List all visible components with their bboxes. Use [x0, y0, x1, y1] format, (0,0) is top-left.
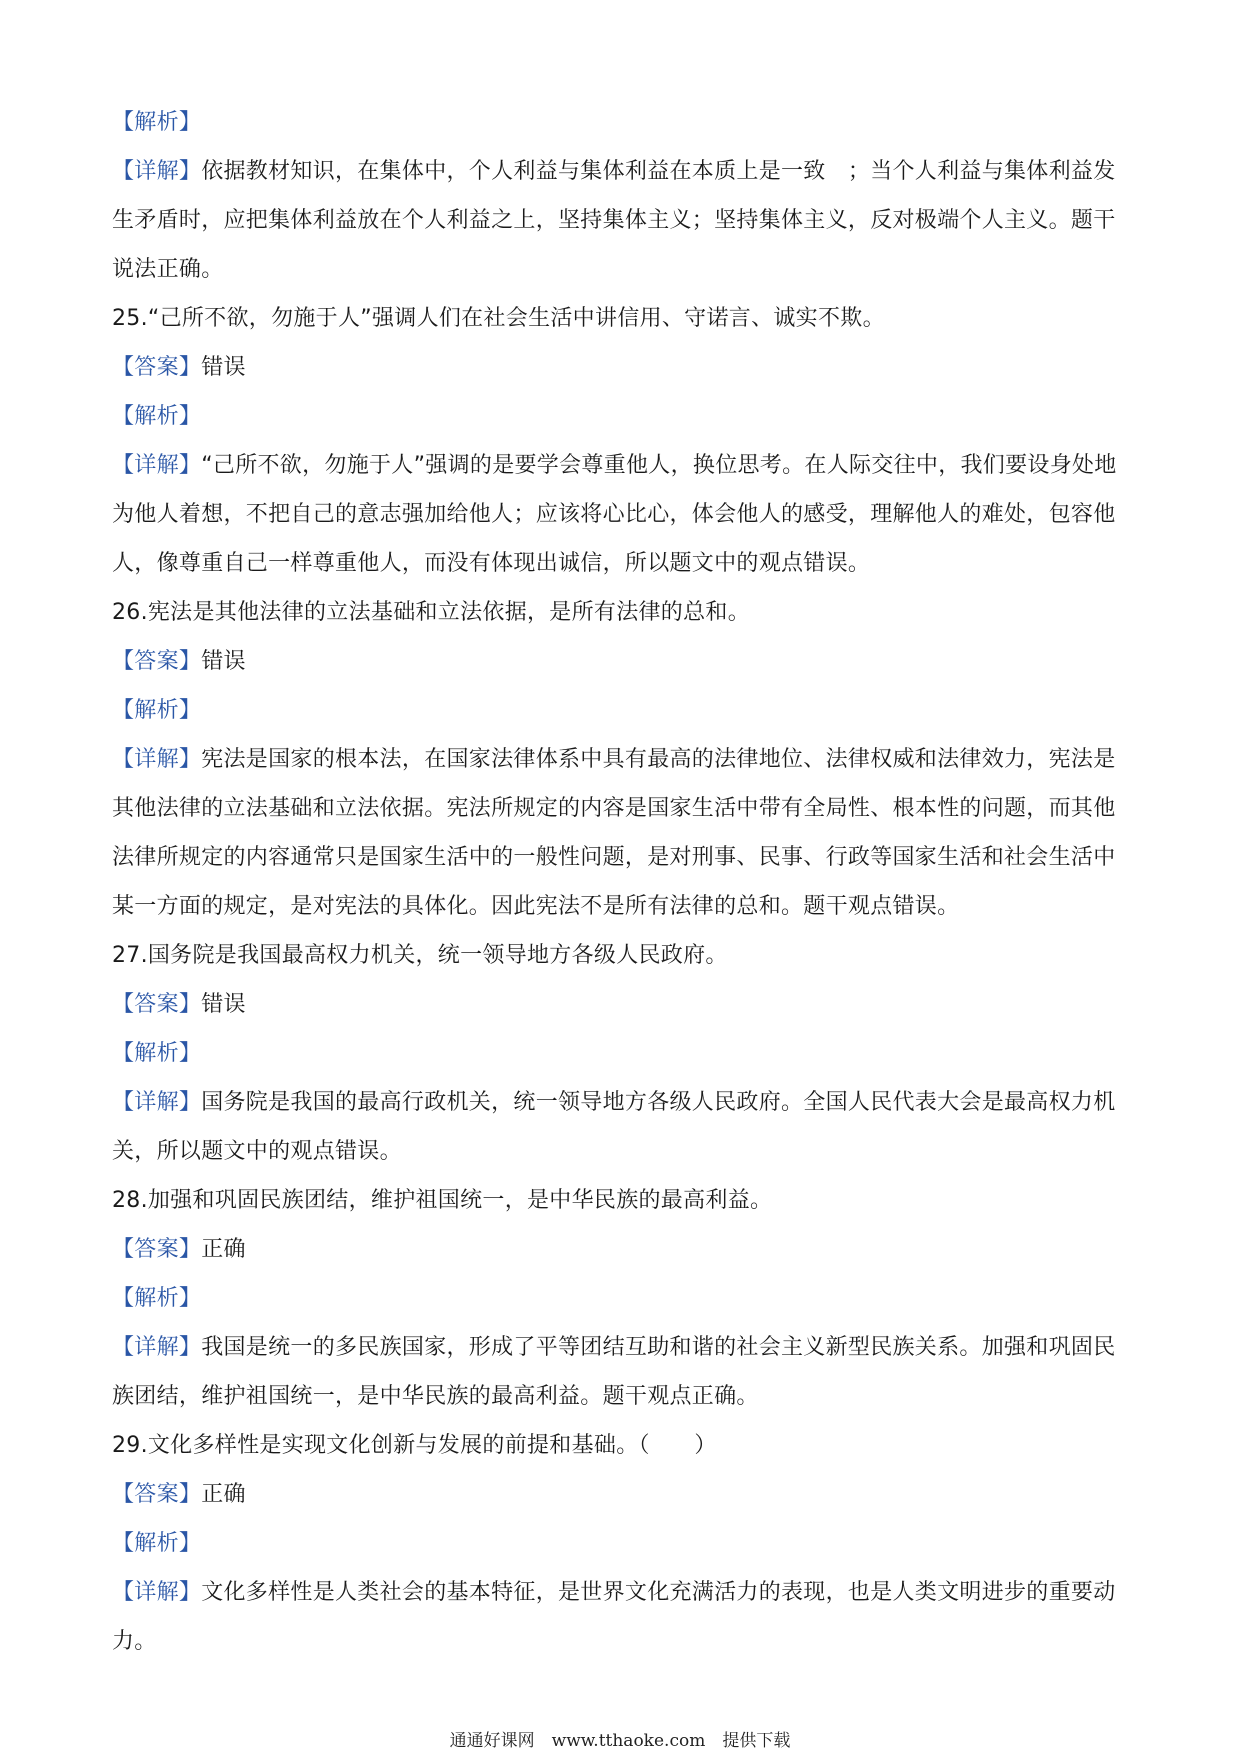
detail-tag: 【详解】 [112, 159, 202, 184]
detail-text: “己所不欲，勿施于人”强调的是要学会尊重他人，换位思考。在人际交往中，我们要设身处地为他人着想，不把自己的意志强加给他人；应该将心比心，体会他人的感受，理解他人的难处，包容他人，像尊重自己一样尊重他人，而没有体现出诚信，所以题文中的观点错误。 [112, 453, 1117, 576]
question-26 [112, 588, 1132, 637]
answer-text: 错误 [201, 992, 246, 1017]
analysis-block [112, 686, 1132, 735]
detail-block [112, 735, 1132, 931]
answer-tag: 【答案】 [112, 992, 202, 1017]
question-28 [112, 1176, 1132, 1225]
answer-block [112, 1470, 1132, 1519]
question-text: 26.宪法是其他法律的立法基础和立法依据，是所有法律的总和。 [112, 600, 750, 625]
answer-block [112, 980, 1132, 1029]
answer-text: 正确 [201, 1482, 246, 1507]
answer-text: 错误 [201, 355, 246, 380]
detail-tag: 【详解】 [112, 747, 202, 772]
analysis-tag: 【解析】 [112, 1041, 202, 1066]
detail-block [112, 147, 1132, 294]
detail-text: 文化多样性是人类社会的基本特征，是世界文化充满活力的表现，也是人类文明进步的重要动力。 [112, 1580, 1116, 1654]
answer-tag: 【答案】 [112, 649, 202, 674]
answer-block [112, 637, 1132, 686]
detail-text: 我国是统一的多民族国家，形成了平等团结互助和谐的社会主义新型民族关系。加强和巩固民族团结，维护祖国统一，是中华民族的最高利益。题干观点正确。 [112, 1335, 1116, 1409]
detail-tag: 【详解】 [112, 453, 202, 478]
detail-block [112, 1568, 1132, 1666]
detail-tag: 【详解】 [112, 1580, 202, 1605]
answer-block [112, 1225, 1132, 1274]
question-text: 29.文化多样性是实现文化创新与发展的前提和基础。（ ） [112, 1433, 717, 1458]
question-27 [112, 931, 1132, 980]
answer-text: 正确 [201, 1237, 246, 1262]
detail-text: 依据教材知识，在集体中，个人利益与集体利益在本质上是一致 ；当个人利益与集体利益发生矛盾时，应把集体利益放在个人利益之上，坚持集体主义；坚持集体主义，反对极端个人主义。题干说法正确。 [112, 159, 1116, 282]
question-text: 25.“己所不欲，勿施于人”强调人们在社会生活中讲信用、守诺言、诚实不欺。 [112, 306, 885, 331]
detail-text: 国务院是我国的最高行政机关，统一领导地方各级人民政府。全国人民代表大会是最高权力机关，所以题文中的观点错误。 [112, 1090, 1116, 1164]
question-text: 27.国务院是我国最高权力机关，统一领导地方各级人民政府。 [112, 943, 728, 968]
detail-block [112, 1323, 1132, 1421]
question-25 [112, 294, 1132, 343]
answer-tag: 【答案】 [112, 355, 202, 380]
analysis-tag: 【解析】 [112, 1286, 202, 1311]
answer-tag: 【答案】 [112, 1237, 202, 1262]
detail-text: 宪法是国家的根本法，在国家法律体系中具有最高的法律地位、法律权威和法律效力，宪法是其他法律的立法基础和立法依据。宪法所规定的内容是国家生活中带有全局性、根本性的问题，而其他法律所规定的内容通常只是国家生活中的一般性问题，是对刑事、民事、行政等国家生活和社会生活中某一方面的规定，是对宪法的具体化。因此宪法不是所有法律的总和。题干观点错误。 [112, 747, 1116, 919]
detail-tag: 【详解】 [112, 1335, 202, 1360]
question-text: 28.加强和巩固民族团结，维护祖国统一，是中华民族的最高利益。 [112, 1188, 773, 1213]
analysis-block [112, 1029, 1132, 1078]
document-body [112, 98, 1132, 1666]
detail-block [112, 441, 1132, 588]
detail-tag: 【详解】 [112, 1090, 202, 1115]
analysis-block [112, 392, 1132, 441]
answer-text: 错误 [201, 649, 246, 674]
analysis-tag: 【解析】 [112, 110, 202, 135]
analysis-tag: 【解析】 [112, 404, 202, 429]
analysis-block [112, 1274, 1132, 1323]
analysis-block [112, 1519, 1132, 1568]
analysis-tag: 【解析】 [112, 698, 202, 723]
detail-block [112, 1078, 1132, 1176]
answer-tag: 【答案】 [112, 1482, 202, 1507]
analysis-tag: 【解析】 [112, 1531, 202, 1556]
answer-block [112, 343, 1132, 392]
analysis-block [112, 98, 1132, 147]
page-footer: 通通好课网 www.tthaoke.com 提供下载 [449, 1731, 791, 1751]
question-29 [112, 1421, 1132, 1470]
